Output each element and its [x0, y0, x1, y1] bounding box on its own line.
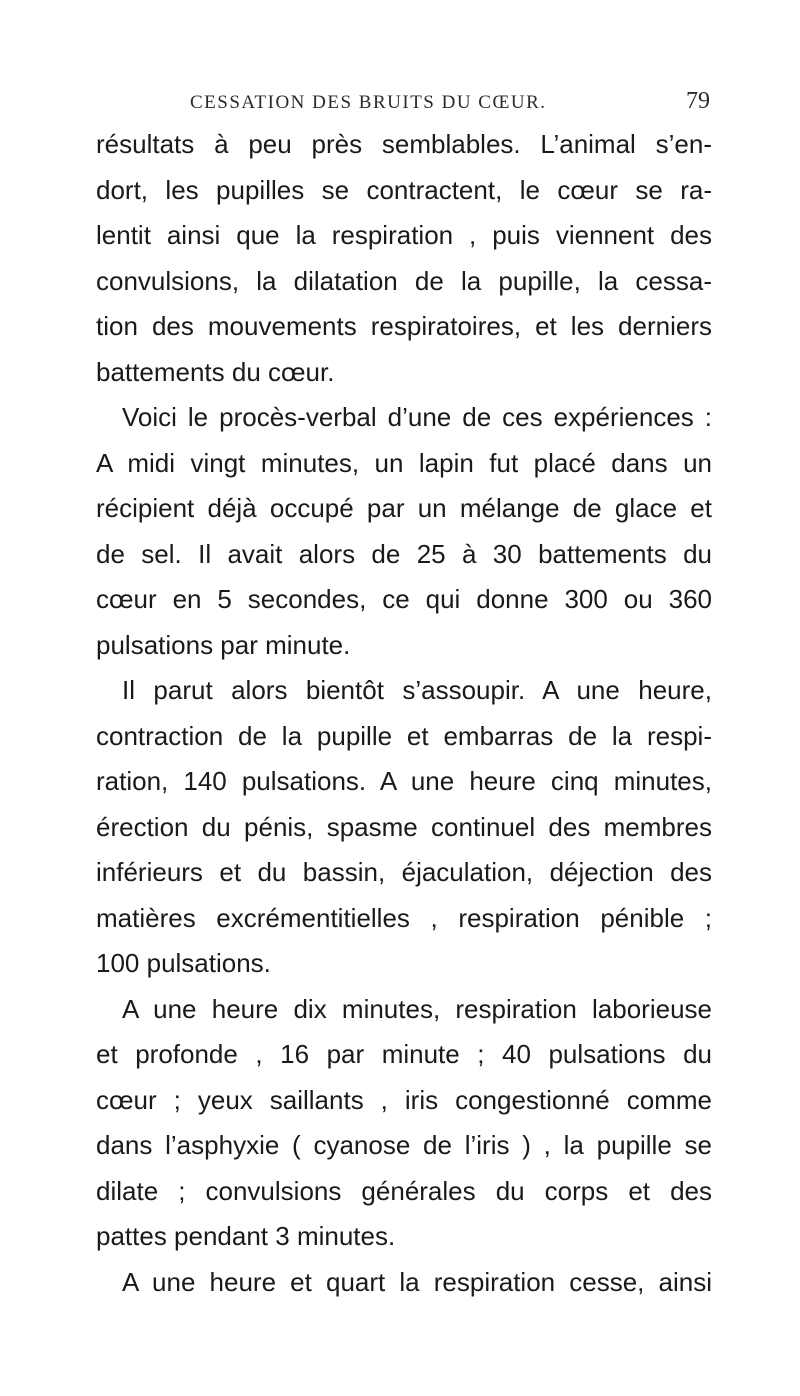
text-line: récipient déjà occupé par un mélange de glace et: [96, 493, 712, 523]
text-line: cœur ; yeux saillants , iris congestionné comme: [96, 1084, 712, 1115]
running-head-title: CESSATION DES BRUITS DU CŒUR.: [190, 92, 547, 113]
text-line: dans l’asphyxie ( cyanose de l’iris ) , la pupille se: [96, 1130, 712, 1160]
text-line: contraction de la pupille et embarras de la respi-: [96, 720, 712, 751]
text-line: dort, les pupilles se contractent, le cœur se ra-: [96, 174, 712, 205]
text-line: ration, 140 pulsations. A une heure cinq minutes,: [96, 766, 712, 796]
text-line: tion des mouvements respiratoires, et les derniers: [96, 311, 712, 341]
text-line: lentit ainsi que la respiration , puis viennent des: [96, 220, 712, 250]
running-head: [190, 88, 710, 118]
text-line: inférieurs et du bassin, éjaculation, déjection des: [96, 857, 712, 887]
text-line: cœur en 5 secondes, ce qui donne 300 ou 360: [96, 584, 712, 614]
text-line: de sel. Il avait alors de 25 à 30 battements du: [96, 538, 712, 569]
text-line: battements du cœur.: [96, 356, 335, 387]
text-line: Il parut alors bientôt s’assoupir. A une heure,: [122, 675, 712, 705]
text-line: A une heure dix minutes, respiration laborieuse: [122, 993, 712, 1024]
text-line: A une heure et quart la respiration cesse, ainsi: [122, 1266, 712, 1297]
text-line: convulsions, la dilatation de la pupille, la cessa-: [96, 265, 712, 296]
text-line: A midi vingt minutes, un lapin fut placé dans un: [96, 447, 712, 478]
text-line: résultats à peu près semblables. L’animal s’en-: [96, 129, 712, 159]
text-line: Voici le procès-verbal d’une de ces expériences :: [122, 402, 712, 432]
text-line: et profonde , 16 par minute ; 40 pulsations du: [96, 1039, 712, 1069]
text-line: pattes pendant 3 minutes.: [96, 1221, 396, 1251]
text-line: pulsations par minute.: [96, 629, 351, 660]
text-line: érection du pénis, spasme continuel des membres: [96, 811, 712, 842]
page-number: 79: [686, 88, 710, 114]
body-text: [96, 122, 712, 1305]
text-line: matières excrémentitielles , respiration pénible ;: [96, 902, 712, 933]
text-line: dilate ; convulsions générales du corps et des: [96, 1175, 712, 1206]
text-line: 100 pulsations.: [96, 948, 271, 978]
